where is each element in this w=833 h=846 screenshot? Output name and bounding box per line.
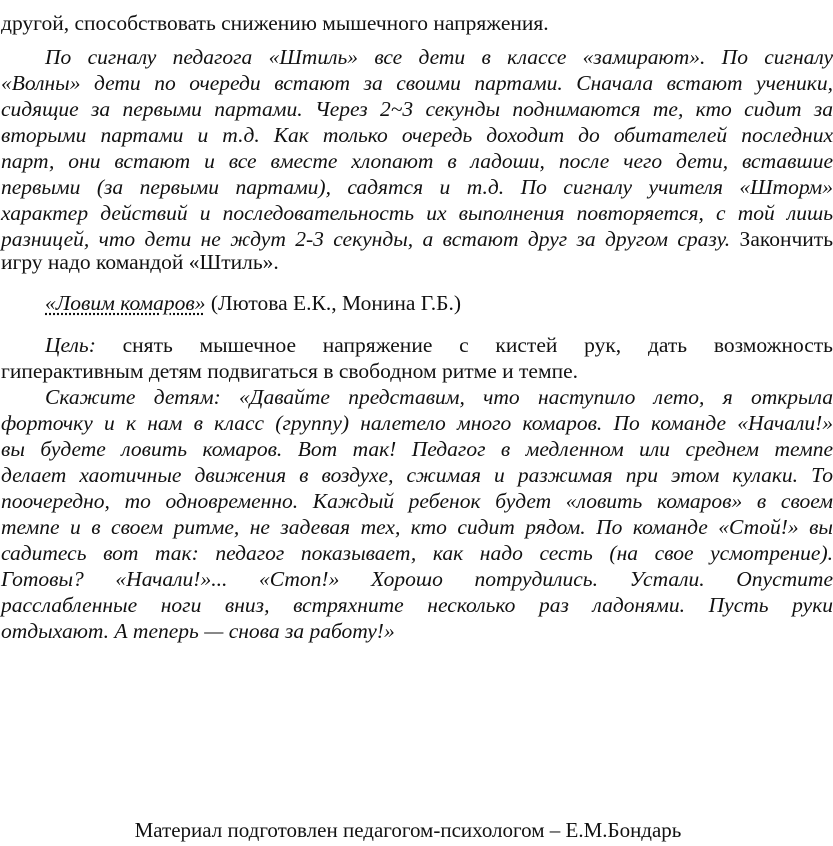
text-line — [1, 514, 833, 540]
text-line — [1, 70, 833, 96]
text-line — [1, 122, 833, 148]
text-line — [1, 290, 833, 316]
text-line — [1, 540, 833, 566]
text-segment: Скажите детям: «Давайте представим, что наступило лето, я открыла — [45, 385, 833, 409]
text-segment: другой, способствовать снижению мышечного напряжения. — [1, 11, 549, 35]
text-segment: разницей, что дети не ждут 2-3 секунды, а встают друг за другом сразу. — [1, 227, 731, 251]
text-line — [1, 96, 833, 122]
text-line — [1, 358, 833, 384]
text-segment: По сигналу педагога «Штиль» все дети в классе «замирают». По сигналу — [45, 45, 833, 69]
text-segment: Цель: — [45, 333, 96, 357]
text-line — [1, 488, 833, 514]
text-segment: Готовы? «Начали!»... «Стоп!» Хорошо потрудились. Устали. Опустите — [1, 567, 833, 591]
text-line — [1, 249, 833, 275]
text-segment: отдыхают. А теперь — снова за работу!» — [1, 619, 395, 643]
text-segment: садитесь вот так: педагог показывает, как надо сесть (на свое усмотрение). — [1, 541, 833, 565]
game-title-link[interactable]: «Ловим комаров» — [45, 291, 206, 315]
text-segment: характер действий и последовательность их выполнения повторяется, с той лишь — [1, 201, 833, 225]
text-line — [1, 592, 833, 618]
text-line — [1, 410, 833, 436]
text-segment: гиперактивным детям подвигаться в свободном ритме и темпе. — [1, 359, 579, 383]
text-segment: парт, они встают и все вместе хлопают в ладоши, после чего дети, вставшие — [1, 149, 833, 173]
text-segment: поочередно, то одновременно. Каждый ребенок будет «ловить комаров» в своем — [1, 489, 833, 513]
text-segment: сидящие за первыми партами. Через 2~3 секунды поднимаются те, кто сидит за — [1, 97, 833, 121]
text-line — [1, 148, 833, 174]
text-segment: делает хаотичные движения в воздухе, сжимая и разжимая при этом кулаки. То — [1, 463, 833, 487]
text-segment: форточку и к нам в класс (группу) налетело много комаров. По команде «Начали!» — [1, 411, 833, 435]
text-segment: «Волны» дети по очереди встают за своими партами. Сначала встают ученики, — [1, 71, 833, 95]
text-segment: первыми (за первыми партами), садятся и т.д. По сигналу учителя «Шторм» — [1, 175, 833, 199]
text-segment: Закончить — [730, 227, 833, 251]
text-segment: расслабленные ноги вниз, встряхните несколько раз ладонями. Пусть руки — [1, 593, 833, 617]
text-line — [1, 436, 833, 462]
text-line — [1, 384, 833, 410]
text-line — [1, 618, 833, 644]
text-segment: темпе и в своем ритме, не задевая тех, кто сидит рядом. По команде «Стой!» вы — [1, 515, 833, 539]
text-segment: (Лютова Е.К., Монина Г.Б.) — [205, 291, 462, 315]
text-segment: вы будете ловить комаров. Вот так! Педагог в медленном или среднем темпе — [1, 437, 833, 461]
text-segment: снять мышечное напряжение с кистей рук, дать возможность — [95, 333, 833, 357]
footer-credit: Материал подготовлен педагогом-психологом – Е.М.Бондарь — [134, 818, 682, 842]
text-line — [1, 44, 833, 70]
text-segment: вторыми партами и т.д. Как только очередь доходит до обитателей последних — [1, 123, 833, 147]
text-line — [1, 462, 833, 488]
text-line — [1, 566, 833, 592]
text-line — [1, 332, 833, 358]
text-line — [1, 200, 833, 226]
text-segment: игру надо командой «Штиль». — [1, 250, 279, 274]
text-line — [1, 10, 833, 36]
text-line — [1, 174, 833, 200]
